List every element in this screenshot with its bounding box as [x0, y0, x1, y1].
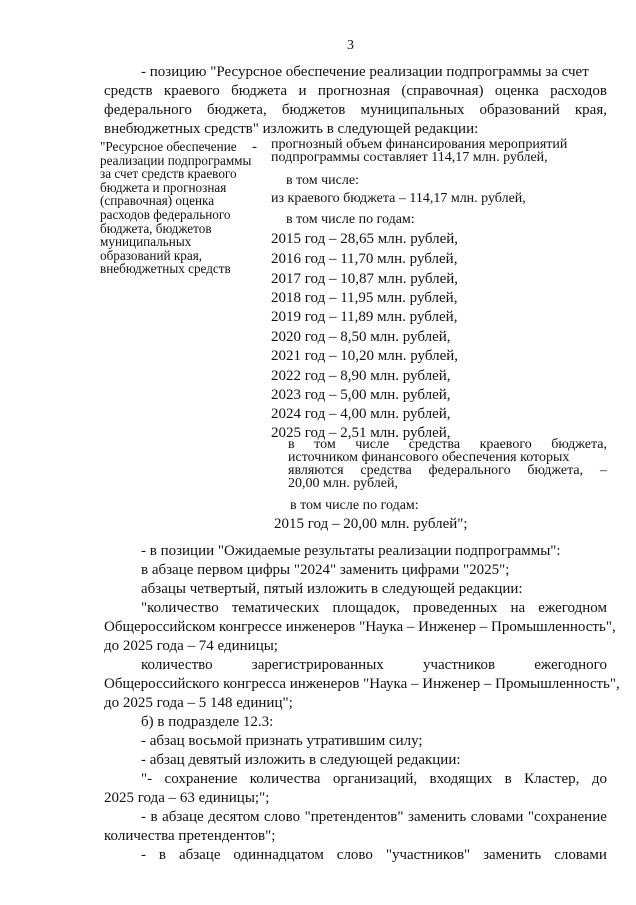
body-paragraph: б) в подразделе 12.3: [141, 714, 274, 730]
word: ежегодном [538, 600, 607, 616]
word: - [141, 847, 146, 863]
body-paragraph [141, 847, 607, 864]
word: количество [141, 657, 213, 673]
word: до [591, 771, 607, 787]
by-years-label: в том числе по годам: [286, 212, 415, 227]
word: краевого [163, 83, 220, 99]
year-line: 2015 год – 28,65 млн. рублей, [271, 231, 459, 247]
word: организаций, [332, 771, 418, 787]
word: словами [554, 847, 607, 863]
including-label: в том числе: [286, 173, 359, 188]
word: средств [104, 83, 153, 99]
word: в [150, 809, 158, 825]
word: числе [355, 437, 390, 452]
word: федерального [104, 102, 192, 118]
word: в [504, 771, 512, 787]
word: "- [141, 771, 153, 787]
federal-funds-line-2: источником финансового обеспечения которых [288, 450, 570, 465]
word: "сохранение [527, 809, 607, 825]
body-paragraph: 2025 года – 63 единицы;"; [104, 790, 270, 806]
word: – [599, 463, 607, 478]
intro-line-2 [104, 83, 607, 100]
word: словами [470, 809, 524, 825]
word: участников [422, 657, 496, 673]
year-line: 2016 год – 11,70 млн. рублей, [271, 251, 458, 267]
body-paragraph: Общероссийского конгресса инженеров "Наука – Инженер – Промышленность", [104, 676, 620, 692]
body-paragraph: до 2025 года – 74 единицы; [104, 638, 278, 654]
word: заменить [408, 809, 467, 825]
by-years-label-2: в том числе по годам: [290, 498, 419, 513]
word: оценка [494, 83, 539, 99]
word: - [141, 809, 146, 825]
word: количества [249, 771, 321, 787]
total-financing-line-1: прогнозный объем финансирования мероприятий [271, 137, 568, 152]
word: образований [479, 102, 560, 118]
word: бюджета, [527, 463, 584, 478]
word: средства [408, 437, 461, 452]
word: "участников" [385, 847, 471, 863]
word: бюджета, [551, 437, 607, 452]
word: входящих [429, 771, 493, 787]
year-line: 2020 год – 8,50 млн. рублей, [271, 329, 451, 345]
word: абзаце [178, 847, 221, 863]
intro-line-1: - позицию "Ресурсное обеспечение реализации подпрограммы за счет [141, 64, 589, 80]
word: средства [360, 463, 412, 478]
label-dash: - [252, 139, 257, 155]
year-line: 2018 год – 11,95 млн. рублей, [271, 290, 458, 306]
word: слово [263, 809, 301, 825]
word: зарегистрированных [251, 657, 384, 673]
word: краевого [479, 437, 532, 452]
word: том [314, 437, 336, 452]
word: бюджета [231, 83, 288, 99]
word: сохранение [164, 771, 238, 787]
word: расходов [550, 83, 607, 99]
word: десятом [208, 809, 260, 825]
word: бюджета, [207, 102, 267, 118]
total-financing-line-2: подпрограммы составляет 114,17 млн. рублей, [271, 150, 548, 165]
year-line: 2021 год – 10,20 млн. рублей, [271, 348, 459, 364]
body-paragraph: Общероссийском конгрессе инженеров "Наука – Инженер – Промышленность", [104, 619, 616, 635]
word: в [158, 847, 167, 863]
word: "количество [141, 600, 219, 616]
body-paragraph: в абзаце первом цифры "2024" заменить цифрами "2025"; [141, 562, 510, 578]
body-paragraph: - в позиции "Ожидаемые результаты реализации подпрограммы": [141, 543, 561, 559]
word: являются [288, 463, 344, 478]
intro-line-4: внебюджетных средств" изложить в следующей редакции: [104, 121, 479, 137]
year-line: 2023 год – 5,00 млн. рублей, [271, 387, 451, 403]
word: в [288, 437, 295, 452]
body-paragraph: количества претендентов"; [104, 828, 276, 844]
body-paragraph [141, 809, 607, 826]
page-number: 3 [347, 38, 354, 53]
resource-position-label: "Ресурсное обеспечение реализации подпрограммы за счет средств краевого бюджета и прогнозная (справочная) оценка расходов федерального бюджета, бюджетов муниципальных образований края, внебюджетных средств [100, 139, 252, 277]
word: прогнозная [317, 83, 391, 99]
year-line: 2017 год – 10,87 млн. рублей, [271, 271, 459, 287]
word: абзаце [162, 809, 204, 825]
body-paragraph: до 2025 года – 5 148 единиц"; [104, 695, 293, 711]
word: бюджетов [281, 102, 346, 118]
intro-line-3 [104, 102, 607, 119]
word: тематических [231, 600, 320, 616]
year-line: 2022 год – 8,90 млн. рублей, [271, 368, 451, 384]
word: одиннадцатом [233, 847, 324, 863]
body-paragraph [141, 600, 607, 617]
word: площадок, [332, 600, 400, 616]
year-line: 2024 год – 4,00 млн. рублей, [271, 406, 451, 422]
word: федерального [428, 463, 511, 478]
body-paragraph: - абзац девятый изложить в следующей редакции: [141, 752, 461, 768]
year-line: 2019 год – 11,89 млн. рублей, [271, 309, 458, 325]
word: (справочная) [401, 83, 484, 99]
word: на [510, 600, 526, 616]
year-line: 2025 год – 2,51 млн. рублей, [271, 425, 451, 441]
body-paragraph: абзацы четвертый, пятый изложить в следующей редакции: [141, 581, 523, 597]
word: "претендентов" [304, 809, 404, 825]
word: и [298, 83, 307, 99]
body-paragraph [141, 771, 607, 788]
federal-year-2015: 2015 год – 20,00 млн. рублей"; [274, 516, 468, 532]
word: проведенных [412, 600, 498, 616]
federal-funds-line-4: 20,00 млн. рублей, [288, 476, 398, 491]
word: заменить [483, 847, 542, 863]
body-paragraph: - абзац восьмой признать утратившим силу; [141, 733, 423, 749]
word: слово [336, 847, 373, 863]
word: Кластер, [524, 771, 580, 787]
body-paragraph [141, 657, 607, 674]
word: ежегодного [534, 657, 607, 673]
regional-budget-total: из краевого бюджета – 114,17 млн. рублей, [271, 191, 526, 206]
word: муниципальных [360, 102, 465, 118]
word: края, [574, 102, 607, 118]
